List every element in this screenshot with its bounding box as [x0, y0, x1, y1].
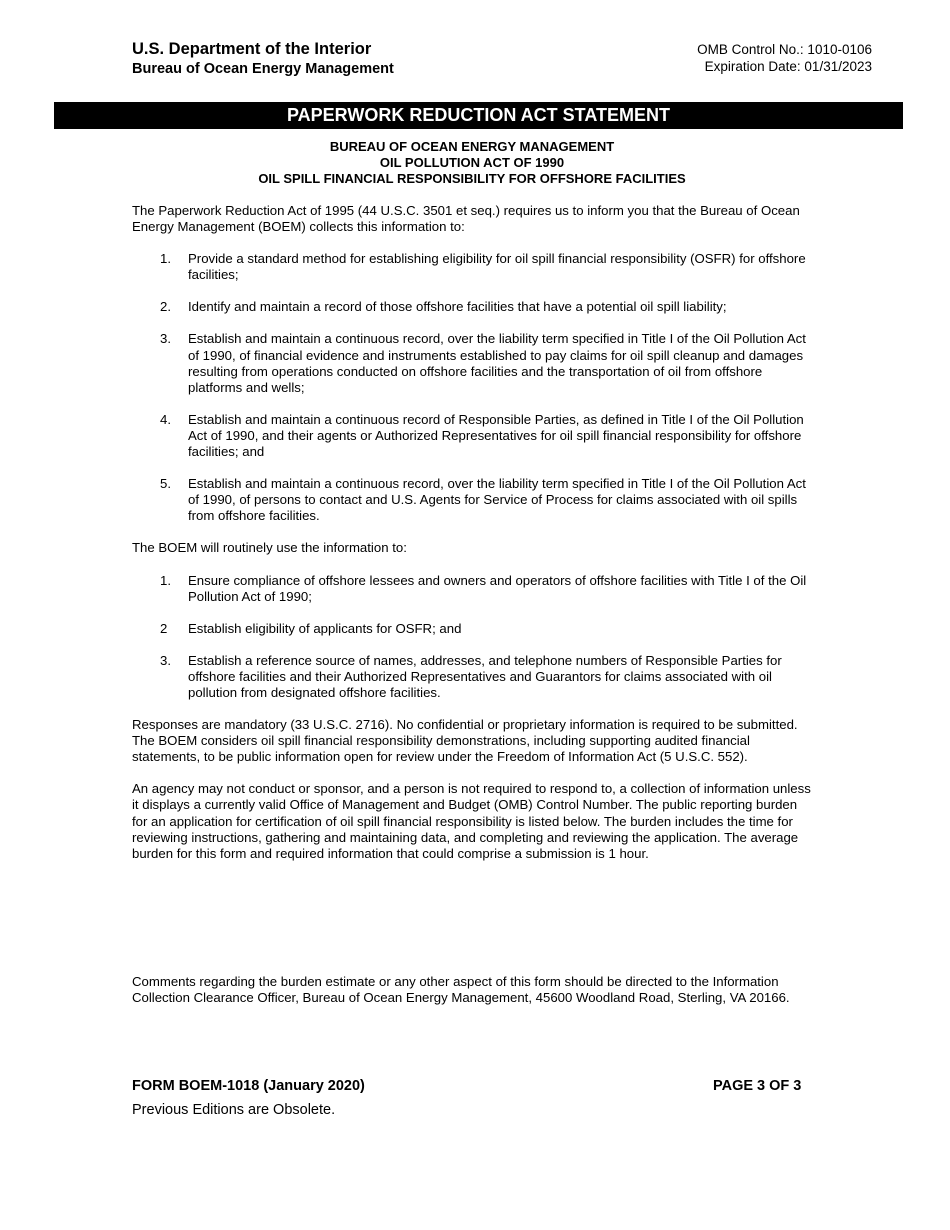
list-text: Provide a standard method for establishing eligibility for oil spill financial responsibility (OSFR) for offshore facilities;: [188, 251, 806, 283]
uses-intro: The BOEM will routinely use the information to:: [132, 540, 407, 556]
page-number: PAGE 3 OF 3: [713, 1078, 802, 1094]
list-item: [160, 299, 812, 315]
list-number: 5.: [160, 476, 171, 492]
agency-header: [132, 39, 394, 79]
responses-paragraph: Responses are mandatory (33 U.S.C. 2716). No confidential or proprietary information is required to be submitted. The BOEM considers oil spill financial responsibility demonstrations, including supporting audited financial statements, to be public information open for review under the Freedom of Information Act (5 U.S.C. 552).: [132, 717, 798, 765]
expiration-date: Expiration Date: 01/31/2023: [704, 59, 872, 74]
uses-list: [132, 573, 812, 702]
list-item: [160, 331, 812, 395]
omb-control-number: OMB Control No.: 1010-0106: [697, 42, 872, 57]
form-identifier: FORM BOEM-1018 (January 2020): [132, 1078, 365, 1094]
bureau-name: Bureau of Ocean Energy Management: [132, 61, 394, 77]
comments-paragraph: Comments regarding the burden estimate or any other aspect of this form should be directed to the Information Collection Clearance Officer, Bureau of Ocean Energy Management, 45600 Woodland Road, Sterling, VA 20166.: [132, 974, 790, 1006]
obsolete-notice: Previous Editions are Obsolete.: [132, 1102, 336, 1118]
purpose-list: [132, 251, 812, 524]
list-item: [160, 621, 812, 637]
list-item: [160, 476, 812, 524]
subheadings: [132, 139, 812, 187]
intro-paragraph: The Paperwork Reduction Act of 1995 (44 U.S.C. 3501 et seq.) requires us to inform you that the Bureau of Ocean Energy Management (BOEM) collects this information to:: [132, 203, 800, 235]
list-number: 2: [160, 620, 168, 636]
list-number: 3.: [160, 652, 171, 668]
list-number: 2.: [160, 299, 171, 315]
list-number: 1.: [160, 572, 171, 588]
list-number: 1.: [160, 251, 171, 267]
list-text: Establish and maintain a continuous record of Responsible Parties, as defined in Title I of the Oil Pollution Act of 1990, and their agents or Authorized Representatives for oil spill financial responsibility for offshore facilities; and: [188, 411, 804, 460]
list-item: [160, 412, 812, 460]
list-text: Identify and maintain a record of those offshore facilities that have a potential oil spill liability;: [188, 299, 727, 315]
list-item: [160, 251, 812, 283]
list-text: Establish a reference source of names, addresses, and telephone numbers of Responsible Parties for offshore facilities and their Authorized Representatives and Guarantors for claims associated with oil pollution from designated offshore facilities.: [188, 652, 782, 700]
list-text: Ensure compliance of offshore lessees and owners and operators of offshore facilities with Title I of the Oil Pollution Act of 1990;: [188, 572, 807, 604]
list-text: Establish eligibility of applicants for OSFR; and: [188, 620, 462, 636]
statement-banner: PAPERWORK REDUCTION ACT STATEMENT: [54, 102, 903, 129]
department-name: U.S. Department of the Interior: [132, 40, 372, 58]
list-text: Establish and maintain a continuous record, over the liability term specified in Title I of the Oil Pollution Act of 1990, of financial evidence and instruments established to pay claims for oil spill cleanup and damages resulting from operations conducted on offshore facilities and the transportation of oil from offshore platforms and wells;: [188, 331, 806, 395]
list-number: 4.: [160, 411, 171, 427]
list-text: Establish and maintain a continuous record, over the liability term specified in Title I of the Oil Pollution Act of 1990, of persons to contact and U.S. Agents for Service of Process for claims associated with oil spills from offshore facilities.: [188, 476, 806, 524]
subheading-topic: OIL SPILL FINANCIAL RESPONSIBILITY FOR OFFSHORE FACILITIES: [258, 171, 686, 186]
list-item: [160, 573, 812, 605]
statement-body: [132, 203, 812, 862]
list-number: 3.: [160, 331, 171, 347]
subheading-act: OIL POLLUTION ACT OF 1990: [379, 155, 565, 170]
subheading-agency: BUREAU OF OCEAN ENERGY MANAGEMENT: [329, 139, 615, 154]
omb-info: [697, 41, 872, 75]
list-item: [160, 653, 812, 701]
burden-paragraph: An agency may not conduct or sponsor, and a person is not required to respond to, a collection of information unless it displays a currently valid Office of Management and Budget (OMB) Control Number. The public reporting burden for an application for certification of oil spill financial responsibility is listed below. The burden includes the time for reviewing instructions, gathering and maintaining data, and completing and reviewing the application. The average burden for this form and required information that could comprise a submission is 1 hour.: [132, 781, 811, 861]
